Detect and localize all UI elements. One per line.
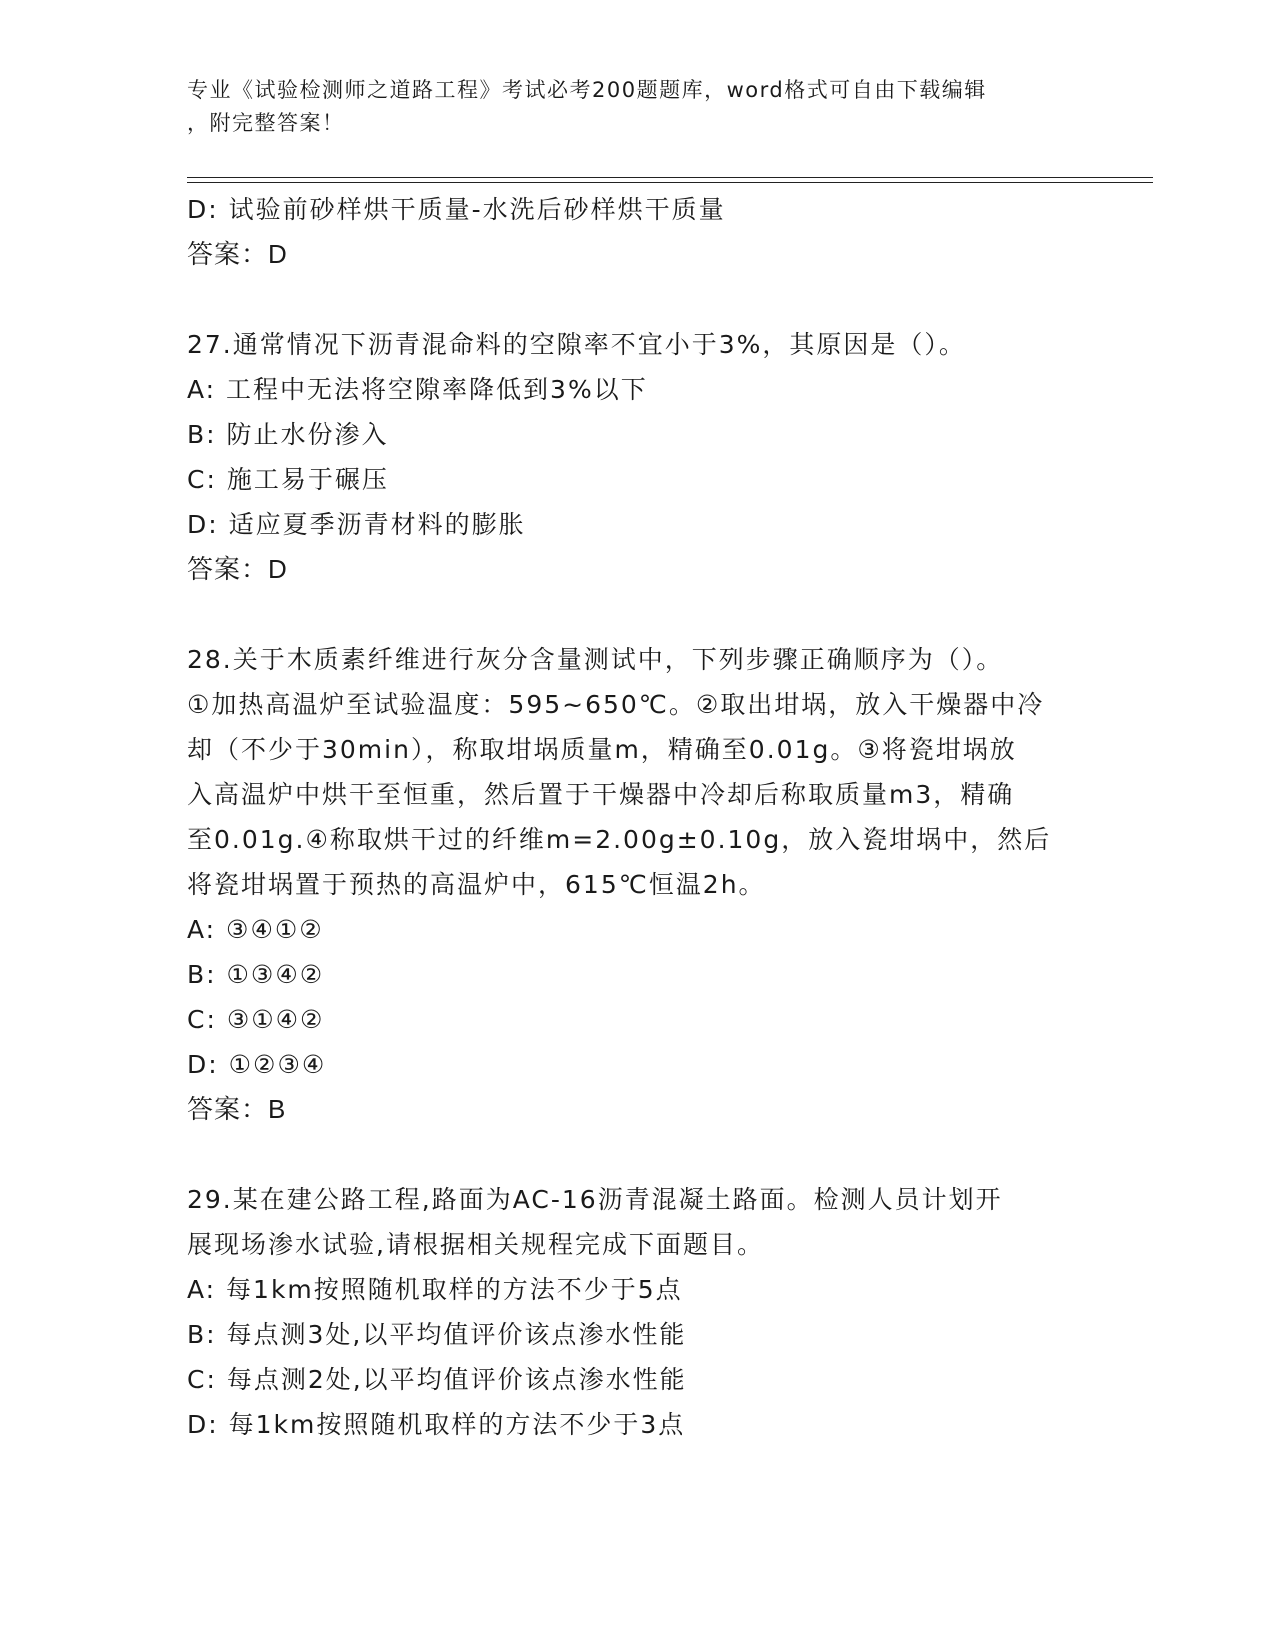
question-28-answer: 答案：B	[187, 1094, 287, 1124]
header-divider-top	[187, 177, 1153, 178]
spacer	[187, 592, 1087, 637]
question-27-option-d: D: 适应夏季沥青材料的膨胀	[187, 510, 526, 539]
question-28-stem-line-5: 至0.01g.④称取烘干过的纤维m=2.00g±0.10g，放入瓷坩埚中，然后	[187, 825, 1052, 854]
question-28-stem-line-6: 将瓷坩埚置于预热的高温炉中，615℃恒温2h。	[187, 870, 766, 899]
question-29-option-d: D: 每1km按照随机取样的方法不少于3点	[187, 1410, 686, 1439]
question-27-option-c: C: 施工易于碾压	[187, 465, 389, 494]
question-28-option-b: B: ①③④②	[187, 960, 325, 989]
spacer	[187, 277, 1087, 322]
question-29-stem-line-2: 展现场渗水试验,请根据相关规程完成下面题目。	[187, 1230, 764, 1259]
question-27-option-a: A: 工程中无法将空隙率降低到3%以下	[187, 375, 648, 404]
question-27-option-b: B: 防止水份渗入	[187, 420, 389, 449]
question-27	[187, 322, 1087, 592]
question-list	[187, 187, 1087, 1447]
page-header	[187, 74, 1067, 140]
question-29-option-b: B: 每点测3处,以平均值评价该点渗水性能	[187, 1320, 687, 1349]
prev-answer: 答案：D	[187, 239, 288, 269]
spacer	[187, 1132, 1087, 1177]
question-28-stem-line-4: 入高温炉中烘干至恒重，然后置于干燥器中冷却后称取质量m3，精确	[187, 780, 1015, 809]
header-divider-bottom	[187, 182, 1153, 183]
question-28-stem-line-3: 却（不少于30min），称取坩埚质量m，精确至0.01g。③将瓷坩埚放	[187, 735, 1017, 764]
question-29-option-a: A: 每1km按照随机取样的方法不少于5点	[187, 1275, 683, 1304]
question-27-stem: 27.通常情况下沥青混命料的空隙率不宜小于3%，其原因是（）。	[187, 330, 966, 359]
question-28-stem-line-2: ①加热高温炉至试验温度：595~650℃。②取出坩埚，放入干燥器中冷	[187, 690, 1045, 719]
question-28-option-a: A: ③④①②	[187, 915, 324, 944]
header-title-line-2: ，附完整答案！	[187, 111, 345, 135]
question-28-option-c: C: ③①④②	[187, 1005, 325, 1034]
question-27-answer: 答案：D	[187, 554, 288, 584]
question-28	[187, 637, 1087, 1132]
question-28-stem-line-1: 28.关于木质素纤维进行灰分含量测试中，下列步骤正确顺序为（）。	[187, 645, 1004, 674]
question-29-stem-line-1: 29.某在建公路工程,路面为AC-16沥青混凝土路面。检测人员计划开	[187, 1185, 1003, 1214]
header-title-line-1: 专业《试验检测师之道路工程》考试必考200题题库，word格式可自由下载编辑	[187, 78, 987, 102]
question-29-option-c: C: 每点测2处,以平均值评价该点渗水性能	[187, 1365, 687, 1394]
prev-option-d: D: 试验前砂样烘干质量-水洗后砂样烘干质量	[187, 195, 726, 224]
question-28-option-d: D: ①②③④	[187, 1050, 327, 1079]
question-29	[187, 1177, 1087, 1447]
